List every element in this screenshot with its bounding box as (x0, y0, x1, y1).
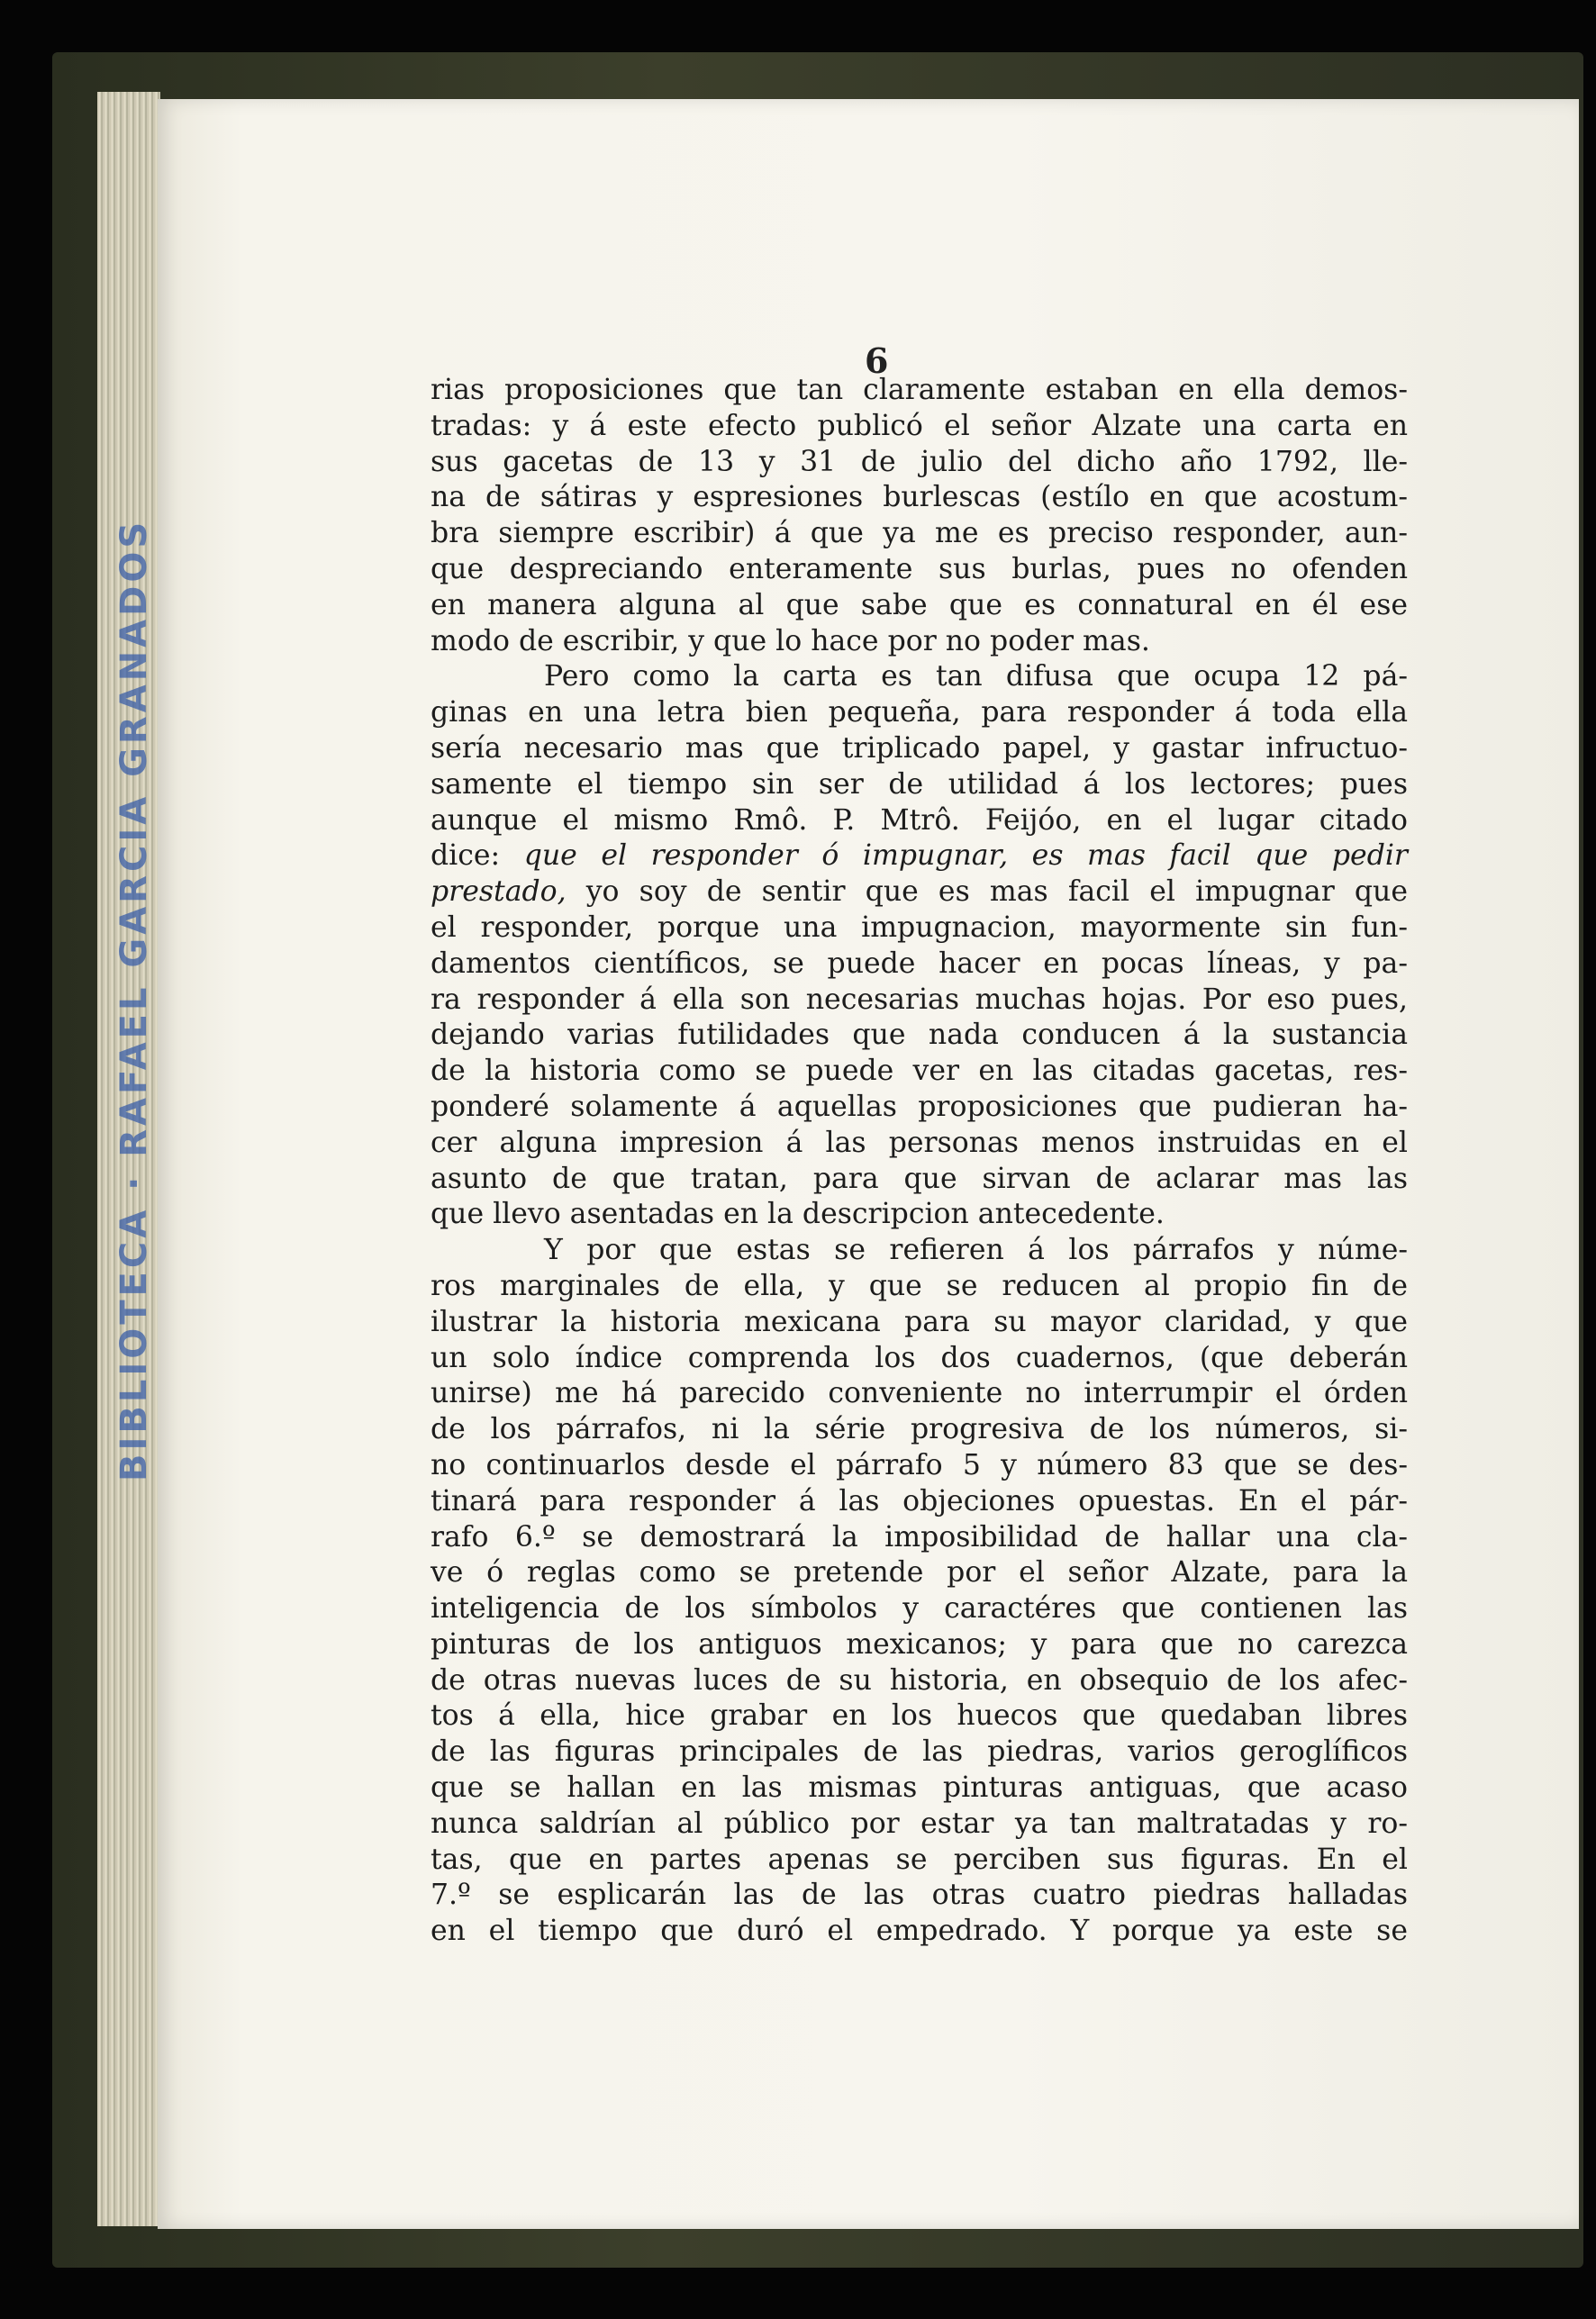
text-line: que llevo asentadas en la descripcion antecedente. (431, 1198, 1165, 1231)
text-line: samente el tiempo sin ser de utilidad á los lectores; pues (431, 767, 1408, 801)
text-line: de otras nuevas luces de su historia, en obsequio de los afec- (431, 1663, 1408, 1697)
text-line: pinturas de los antiguos mexicanos; y para que no carezca (431, 1627, 1408, 1661)
italic-quote: prestado, (431, 875, 567, 909)
text-line: rias proposiciones que tan claramente estaban en ella demos- (431, 374, 1408, 406)
library-stamp: BIBLIOTECA · RAFAEL GARCIA GRANADOS (113, 518, 155, 1481)
text-line: un solo índice comprenda los dos cuadernos, (que deberán (431, 1341, 1408, 1374)
text-line: asunto de que tratan, para que sirvan de aclarar mas las (431, 1162, 1408, 1195)
text-line: sería necesario mas que triplicado papel, y gastar infructuo- (431, 731, 1408, 765)
text-line: modo de escribir, y que lo hace por no poder mas. (431, 624, 1150, 657)
text-line: 7.º se esplicarán las de las otras cuatro piedras halladas (431, 1879, 1408, 1912)
text-line: inteligencia de los símbolos y caractéres que contienen las (431, 1592, 1408, 1626)
text-line: que se hallan en las mismas pinturas antiguas, que acaso (431, 1771, 1408, 1805)
text-line: tos á ella, hice grabar en los huecos que quedaban libres (431, 1699, 1408, 1733)
text-line: nunca saldrían al público por estar ya tan maltratadas y ro- (431, 1807, 1408, 1840)
text-line: cer alguna impresion á las personas menos instruidas en el (431, 1126, 1408, 1159)
text-line: de la historia como se puede ver en las citadas gacetas, res- (431, 1055, 1408, 1088)
text-line: sus gacetas de 13 y 31 de julio del dicho año 1792, lle- (431, 445, 1408, 478)
text-fragment: yo soy de sentir que es mas facil el impugnar que (566, 875, 1408, 909)
text-line: en el tiempo que duró el empedrado. Y porque ya este se (431, 1915, 1408, 1948)
text-line: tinará para responder á las objeciones opuestas. En el pár- (431, 1484, 1408, 1517)
text-line: ve ó reglas como se pretende por el señor Alzate, para la (431, 1556, 1408, 1590)
text-line: en manera alguna al que sabe que es connatural en él ese (431, 588, 1408, 621)
text-line: tradas: y á este efecto publicó el señor Alzate una carta en (431, 409, 1408, 442)
text-line: aunque el mismo Rmô. P. Mtrô. Feijóo, en el lugar citado (431, 803, 1408, 837)
text-line (431, 874, 1408, 910)
text-line: que despreciando enteramente sus burlas, pues no ofenden (431, 552, 1408, 585)
text-line: Y por que estas se refieren á los párrafos y núme- (544, 1234, 1408, 1267)
text-line: el responder, porque una impugnacion, mayormente sin fun- (431, 910, 1408, 944)
body-text (431, 373, 1408, 1950)
text-line: dejando varias futilidades que nada conducen á la sustancia (431, 1019, 1408, 1052)
text-line: tas, que en partes apenas se perciben sus figuras. En el (431, 1843, 1408, 1876)
page-number: 6 (865, 340, 889, 381)
italic-quote: que el responder ó impugnar, es mas facil que pedir (523, 839, 1408, 873)
text-line: ra responder á ella son necesarias muchas hojas. Por eso pues, (431, 983, 1408, 1016)
text-line: ginas en una letra bien pequeña, para responder á toda ella (431, 696, 1408, 729)
text-line: ilustrar la historia mexicana para su mayor claridad, y que (431, 1305, 1408, 1338)
text-line: rafo 6.º se demostrará la imposibilidad de hallar una cla- (431, 1520, 1408, 1554)
text-line: bra siempre escribir) á que ya me es preciso responder, aun- (431, 517, 1408, 550)
text-line: no continuarlos desde el párrafo 5 y número 83 que se des- (431, 1448, 1408, 1481)
text-line: damentos científicos, se puede hacer en pocas líneas, y pa- (431, 947, 1408, 980)
text-line: ros marginales de ella, y que se reducen al propio fin de (431, 1269, 1408, 1302)
text-line (431, 838, 1408, 874)
text-line: Pero como la carta es tan difusa que ocupa 12 pá- (544, 660, 1408, 693)
text-line: de los párrafos, ni la série progresiva de los números, si- (431, 1413, 1408, 1446)
text-line: na de sátiras y espresiones burlescas (estílo en que acostum- (431, 481, 1408, 514)
text-line: de las figuras principales de las piedras, varios geroglíficos (431, 1735, 1408, 1769)
text-line: unirse) me há parecido conveniente no interrumpir el órden (431, 1377, 1408, 1410)
text-fragment: dice: (431, 839, 524, 873)
text-line: ponderé solamente á aquellas proposiciones que pudieran ha- (431, 1090, 1408, 1123)
